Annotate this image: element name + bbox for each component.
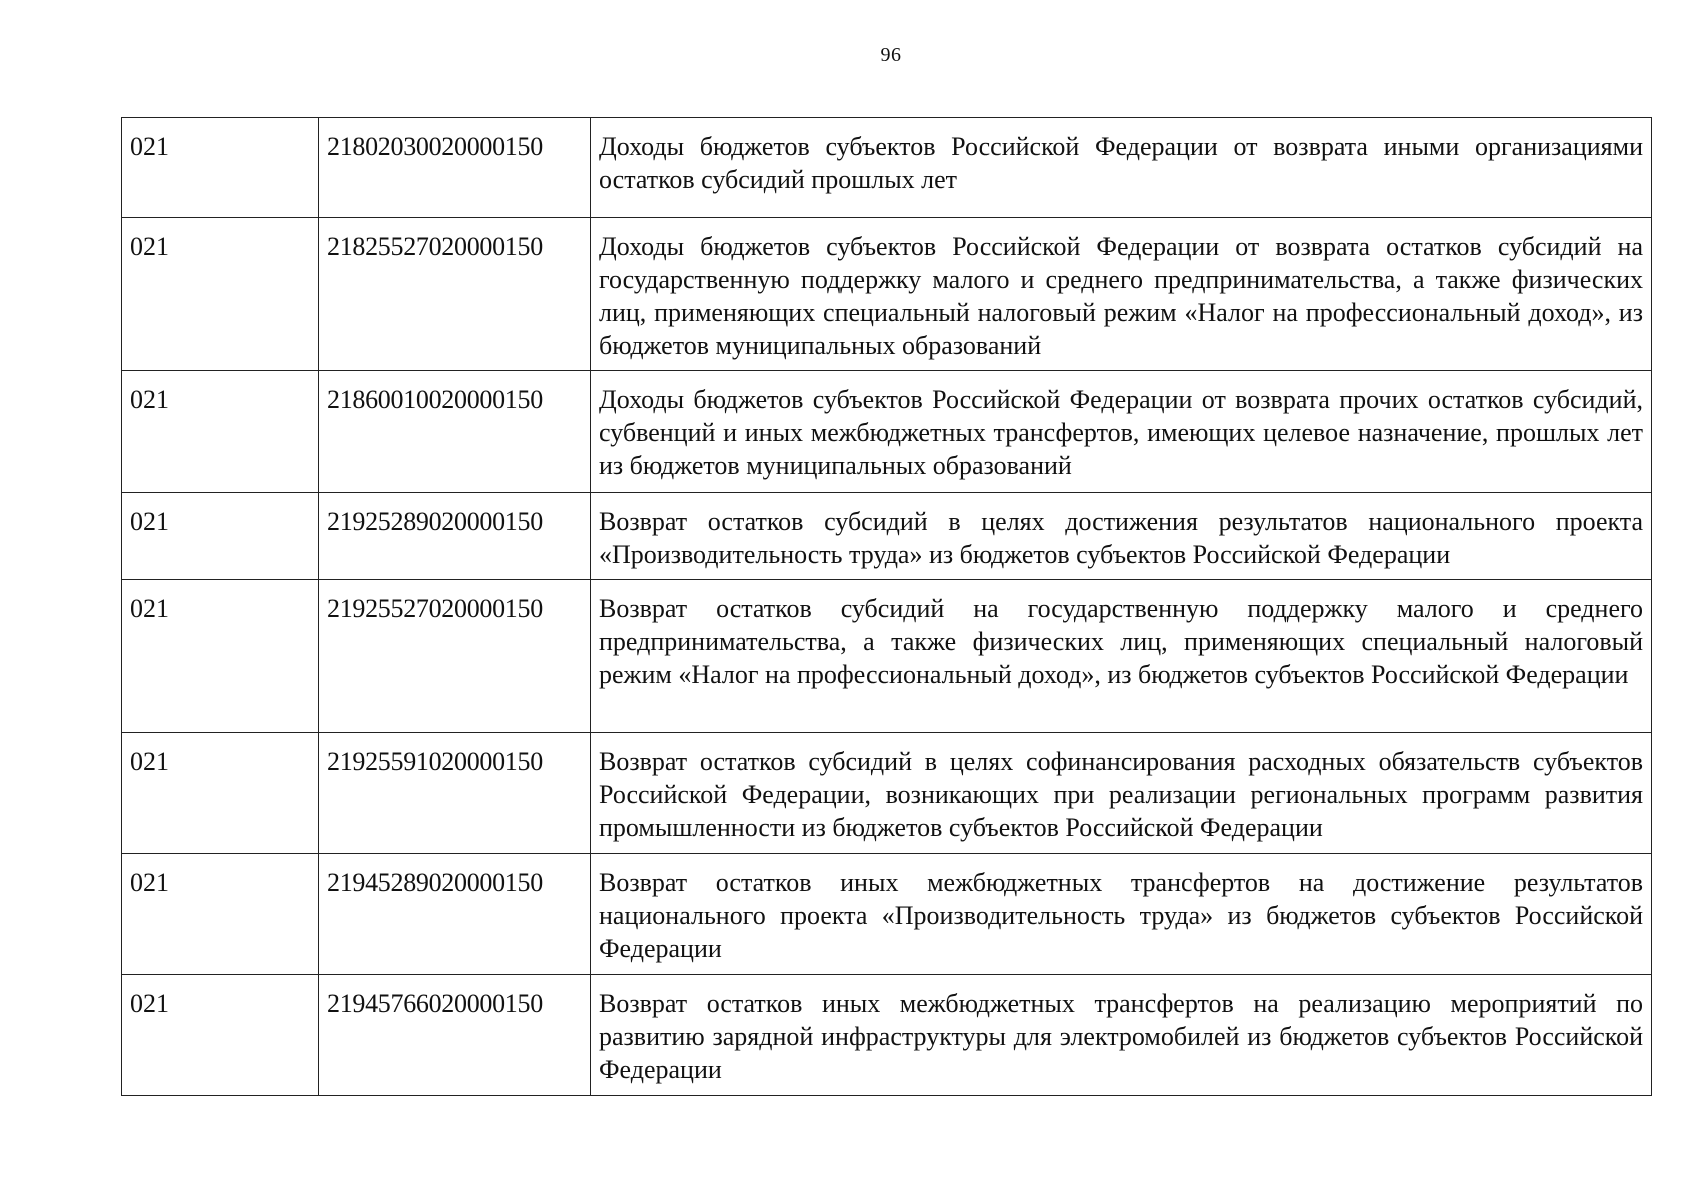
budget-codes-table <box>121 117 1652 1096</box>
table-row <box>122 733 1652 854</box>
table-row <box>122 975 1652 1096</box>
kbk-code-cell: 21860010020000150 <box>319 371 591 493</box>
admin-code-cell: 021 <box>122 580 319 733</box>
kbk-code-cell: 21802030020000150 <box>319 118 591 218</box>
table-row <box>122 371 1652 493</box>
table-row <box>122 580 1652 733</box>
description-cell: Доходы бюджетов субъектов Российской Федерации от возврата остатков субсидий на государственную поддержку малого и среднего предпринимательства, а также физических лиц, применяющих специальный налоговый режим «Налог на профессиональный доход», из бюджетов муниципальных образований <box>591 218 1652 371</box>
kbk-code-cell: 21825527020000150 <box>319 218 591 371</box>
admin-code-cell: 021 <box>122 493 319 580</box>
table-row <box>122 218 1652 371</box>
kbk-code-cell: 21945766020000150 <box>319 975 591 1096</box>
table-row <box>122 493 1652 580</box>
description-cell: Возврат остатков иных межбюджетных трансфертов на реализацию мероприятий по развитию зарядной инфраструктуры для электромобилей из бюджетов субъектов Российской Федерации <box>591 975 1652 1096</box>
admin-code-cell: 021 <box>122 854 319 975</box>
kbk-code-cell: 21945289020000150 <box>319 854 591 975</box>
description-cell: Возврат остатков иных межбюджетных трансфертов на достижение результатов национального проекта «Производительность труда» из бюджетов субъектов Российской Федерации <box>591 854 1652 975</box>
admin-code-cell: 021 <box>122 975 319 1096</box>
page-number: 96 <box>880 44 902 66</box>
description-cell: Возврат остатков субсидий в целях достижения результатов национального проекта «Производительность труда» из бюджетов субъектов Российской Федерации <box>591 493 1652 580</box>
kbk-code-cell: 21925527020000150 <box>319 580 591 733</box>
description-cell: Возврат остатков субсидий в целях софинансирования расходных обязательств субъектов Российской Федерации, возникающих при реализации региональных программ развития промышленности из бюджетов субъектов Российской Федерации <box>591 733 1652 854</box>
admin-code-cell: 021 <box>122 371 319 493</box>
admin-code-cell: 021 <box>122 218 319 371</box>
description-cell: Доходы бюджетов субъектов Российской Федерации от возврата прочих остатков субсидий, субвенций и иных межбюджетных трансфертов, имеющих целевое назначение, прошлых лет из бюджетов муниципальных образований <box>591 371 1652 493</box>
description-cell: Возврат остатков субсидий на государственную поддержку малого и среднего предпринимательства, а также физических лиц, применяющих специальный налоговый режим «Налог на профессиональный доход», из бюджетов субъектов Российской Федерации <box>591 580 1652 733</box>
description-cell: Доходы бюджетов субъектов Российской Федерации от возврата иными организациями остатков субсидий прошлых лет <box>591 118 1652 218</box>
admin-code-cell: 021 <box>122 733 319 854</box>
kbk-code-cell: 21925289020000150 <box>319 493 591 580</box>
table-row <box>122 854 1652 975</box>
table-row <box>122 118 1652 218</box>
kbk-code-cell: 21925591020000150 <box>319 733 591 854</box>
admin-code-cell: 021 <box>122 118 319 218</box>
